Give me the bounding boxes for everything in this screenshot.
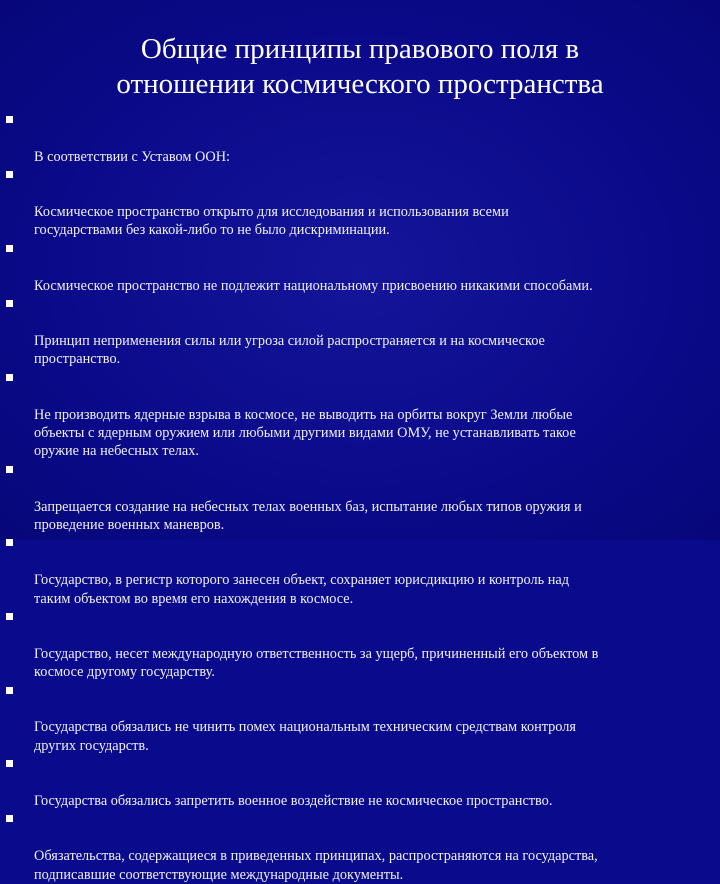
list-item-text: Государство, несет международную ответственность за ущерб, причиненный его объектом в космосе другому государству.: [34, 645, 599, 681]
list-item: [0, 111, 720, 166]
list-item: [0, 755, 720, 810]
list-item-text: Государство, в регистр которого занесен объект, сохраняет юрисдикцию и контроль над таким объектом во время его нахождения в космосе.: [34, 572, 569, 607]
square-bullet-icon: [6, 245, 13, 252]
square-bullet-icon: [6, 539, 13, 546]
slide-title: Общие принципы правового поля в отношении космического пространства: [116, 33, 604, 100]
list-item-text: Обязательства, содержащиеся в приведенных принципах, распространяются на государства, подписавшие соответствующие международные документы.: [34, 848, 598, 883]
square-bullet-icon: [6, 374, 13, 381]
square-bullet-icon: [6, 760, 13, 767]
square-bullet-icon: [6, 171, 13, 178]
list-item: [0, 461, 720, 535]
list-item-text: В соответствии с Уставом ООН:: [34, 148, 231, 165]
square-bullet-icon: [6, 466, 13, 473]
list-item-text: Не производить ядерные взрыва в космосе, не выводить на орбиты вокруг Земли любые объекты с ядерным оружием или любыми другими видами ОМУ, не устанавливать такое оружие на небесных телах.: [34, 406, 576, 460]
list-item: [0, 369, 720, 461]
list-item-text: Принцип неприменения силы или угроза силой распространяется и на космическое пространство.: [34, 332, 545, 368]
list-item: [0, 166, 720, 240]
principles-list: [0, 111, 720, 884]
square-bullet-icon: [6, 687, 13, 694]
list-item: [0, 682, 720, 756]
square-bullet-icon: [6, 300, 13, 307]
list-item-text: Космическое пространство открыто для исследования и использования всеми государствами без какой-либо то не было дискриминации.: [34, 204, 509, 239]
list-item: [0, 810, 720, 884]
list-item-text: Государства обязались запретить военное воздействие не космическое пространство.: [34, 793, 553, 810]
list-item-text: Космическое пространство не подлежит национальному присвоению никакими способами.: [34, 277, 593, 294]
square-bullet-icon: [6, 815, 13, 822]
square-bullet-icon: [6, 613, 13, 620]
list-item: [0, 240, 720, 295]
list-item-text: Запрещается создание на небесных телах военных баз, испытание любых типов оружия и проведение военных маневров.: [34, 498, 582, 533]
list-item-text: Государства обязались не чинить помех национальным техническим средствам контроля других государств.: [34, 719, 576, 754]
list-item: [0, 534, 720, 608]
list-item: [0, 608, 720, 682]
list-item: [0, 295, 720, 369]
square-bullet-icon: [6, 116, 13, 123]
